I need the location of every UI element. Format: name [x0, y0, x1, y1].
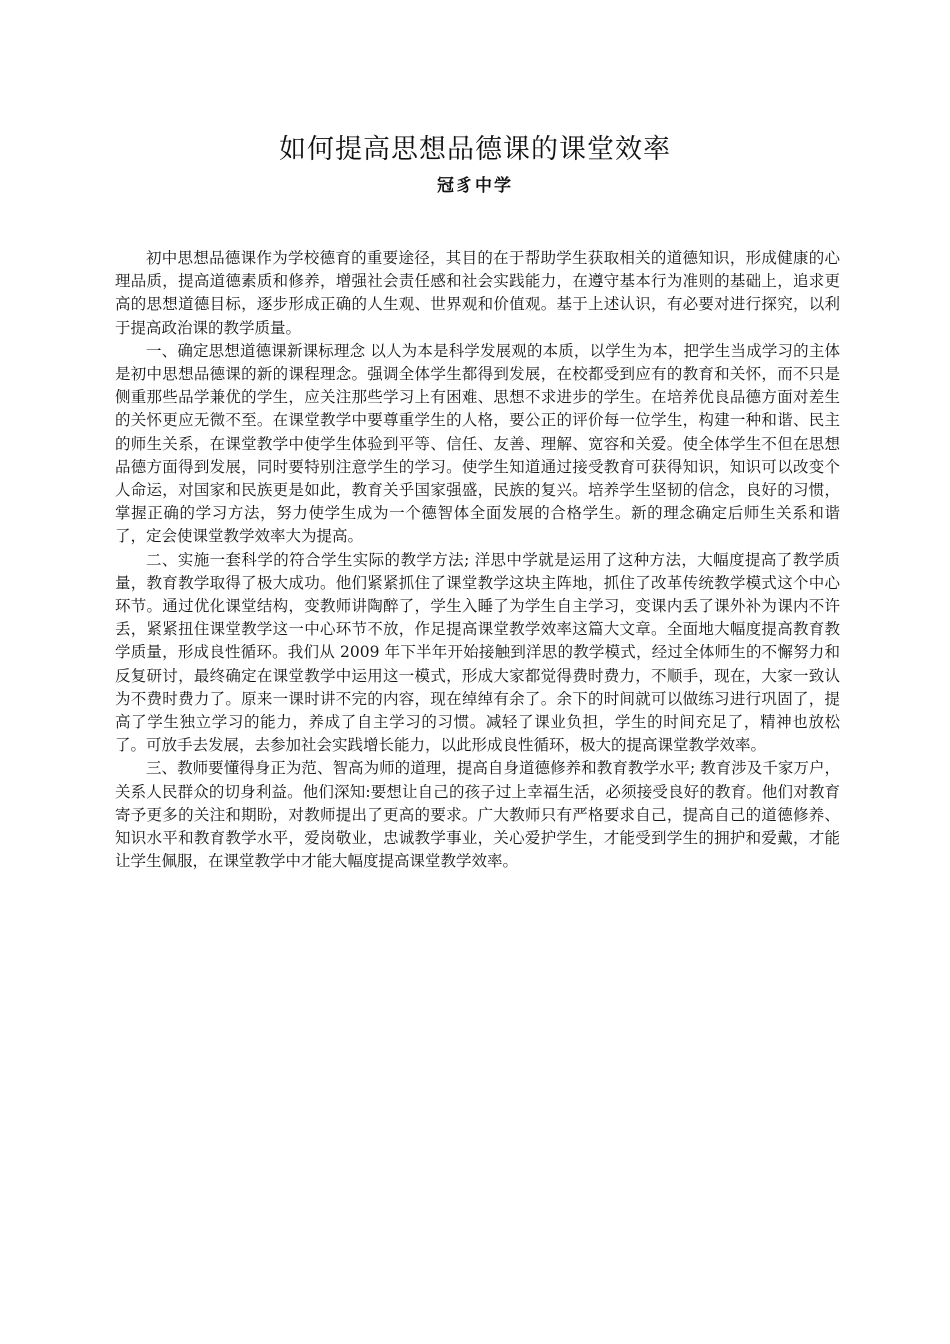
- document-body: [115, 247, 840, 873]
- paragraph-section-2: 二、实施一套科学的符合学生实际的教学方法; 洋思中学就是运用了这种方法，大幅度提高了教学质量，教育教学取得了极大成功。他们紧紧抓住了课堂教学这块主阵地，抓住了改革传统教学模式这个中心环节。通过优化课堂结构，变教师讲陶醉了，学生入睡了为学生自主学习，变课内丢了课外补为课内不许丢，紧紧扭住课堂教学这一中心环节不放，作足提高课堂教学效率这篇大文章。全面地大幅度提高教育教学质量，形成良性循环。我们从 2009 年下半年开始接触到洋思的教学模式，经过全体师生的不懈努力和反复研讨，最终确定在课堂教学中运用这一模式，形成大家都觉得费时费力，不顺手，现在，大家一致认为不费时费力了。原来一课时讲不完的内容，现在绰绰有余了。余下的时间就可以做练习进行巩固了，提高了学生独立学习的能力，养成了自主学习的习惯。减轻了课业负担，学生的时间充足了，精神也放松了。可放手去发展，去参加社会实践增长能力，以此形成良性循环，极大的提高课堂教学效率。: [115, 550, 840, 755]
- paragraph-section-1: 一、确定思想道德课新课标理念 以人为本是科学发展观的本质，以学生为本，把学生当成学习的主体是初中思想品德课的新的课程理念。强调全体学生都得到发展，在校都受到应有的教育和关怀，而不只是侧重那些品学兼优的学生，应关注那些学习上有困难、思想不求进步的学生。在培养优良品德方面对差生的关怀更应无微不至。在课堂教学中要尊重学生的人格，要公正的评价每一位学生，构建一种和谐、民主的师生关系，在课堂教学中使学生体验到平等、信任、友善、理解、宽容和关爱。使全体学生不但在思想品德方面得到发展，同时要特别注意学生的学习。使学生知道通过接受教育可获得知识，知识可以改变个人命运，对国家和民族更是如此，教育关乎国家强盛，民族的复兴。培养学生坚韧的信念，良好的习惯，掌握正确的学习方法，努力使学生成为一个德智体全面发展的合格学生。新的理念确定后师生关系和谐了，定会使课堂教学效率大为提高。: [115, 341, 840, 546]
- document-author: 冠豸中学: [437, 176, 513, 196]
- document-title: 如何提高思想品德课的课堂效率: [279, 134, 671, 165]
- paragraph-section-3: 三、教师要懂得身正为范、智高为师的道理，提高自身道德修养和教育教学水平; 教育涉及千家万户，关系人民群众的切身利益。他们深知:要想让自己的孩子过上幸福生活，必须接受良好的教育。他们对教育寄予更多的关注和期盼，对教师提出了更高的要求。广大教师只有严格要求自己，提高自己的道德修养、知识水平和教育教学水平，爱岗敬业，忠诚教学事业，关心爱护学生，才能受到学生的拥护和爱戴，才能让学生佩服，在课堂教学中才能大幅度提高课堂教学效率。: [115, 759, 840, 871]
- paragraph-intro: 初中思想品德课作为学校德育的重要途径，其目的在于帮助学生获取相关的道德知识，形成健康的心理品质，提高道德素质和修养，增强社会责任感和社会实践能力，在遵守基本行为准则的基础上，追求更高的思想道德目标，逐步形成正确的人生观、世界观和价值观。基于上述认识，有必要对进行探究，以利于提高政治课的教学质量。: [115, 249, 840, 337]
